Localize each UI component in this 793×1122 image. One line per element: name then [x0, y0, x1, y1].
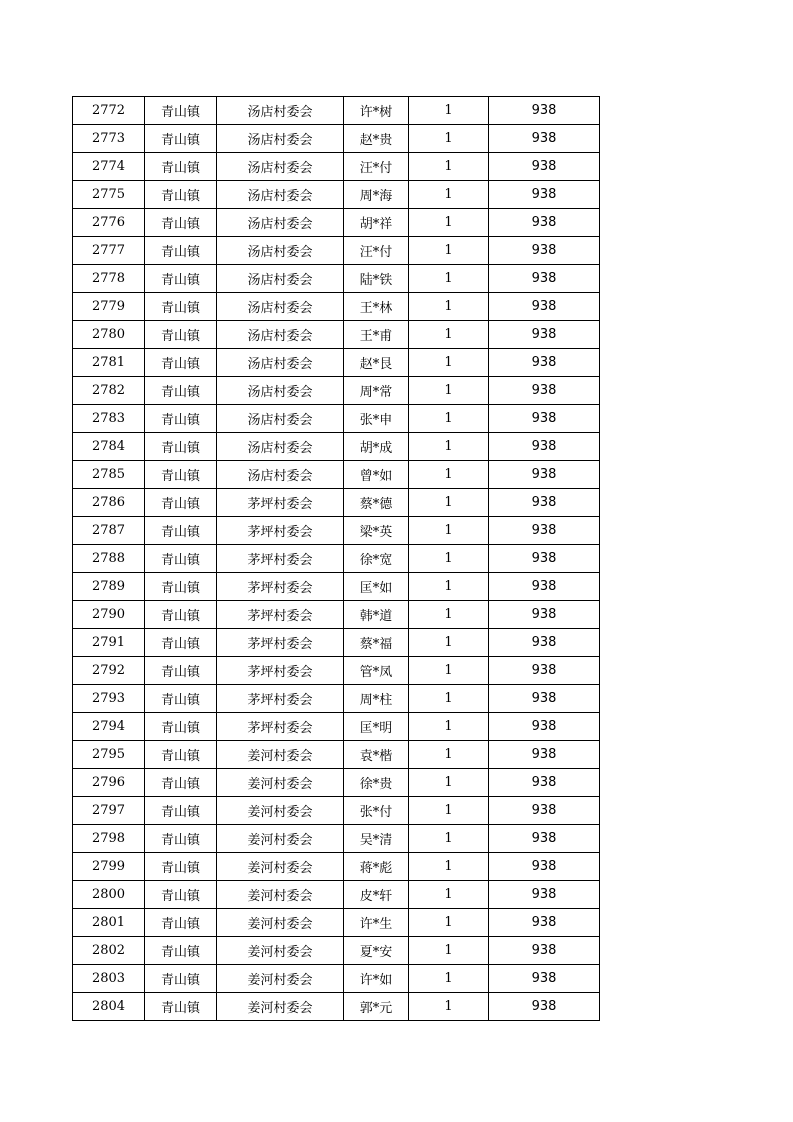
- cell-amount: 938: [489, 797, 600, 825]
- table-row: [73, 321, 600, 349]
- cell-person-name: 徐*贵: [344, 769, 409, 797]
- cell-serial-number: 2776: [73, 209, 145, 237]
- cell-town: 青山镇: [145, 293, 217, 321]
- table-row: [73, 629, 600, 657]
- cell-town: 青山镇: [145, 657, 217, 685]
- cell-village-committee: 汤店村委会: [217, 209, 344, 237]
- cell-amount: 938: [489, 433, 600, 461]
- table-row: [73, 685, 600, 713]
- cell-count: 1: [409, 937, 489, 965]
- table-row: [73, 713, 600, 741]
- cell-amount: 938: [489, 237, 600, 265]
- cell-serial-number: 2790: [73, 601, 145, 629]
- cell-village-committee: 茅坪村委会: [217, 545, 344, 573]
- cell-person-name: 袁*楷: [344, 741, 409, 769]
- cell-amount: 938: [489, 461, 600, 489]
- cell-village-committee: 汤店村委会: [217, 125, 344, 153]
- cell-person-name: 周*常: [344, 377, 409, 405]
- cell-count: 1: [409, 573, 489, 601]
- cell-serial-number: 2778: [73, 265, 145, 293]
- cell-village-committee: 茅坪村委会: [217, 629, 344, 657]
- cell-amount: 938: [489, 489, 600, 517]
- cell-person-name: 管*凤: [344, 657, 409, 685]
- cell-amount: 938: [489, 517, 600, 545]
- cell-town: 青山镇: [145, 461, 217, 489]
- table-row: [73, 797, 600, 825]
- cell-amount: 938: [489, 181, 600, 209]
- cell-person-name: 匡*明: [344, 713, 409, 741]
- cell-amount: 938: [489, 657, 600, 685]
- table-row: [73, 853, 600, 881]
- table-row: [73, 489, 600, 517]
- cell-count: 1: [409, 125, 489, 153]
- cell-town: 青山镇: [145, 125, 217, 153]
- cell-town: 青山镇: [145, 209, 217, 237]
- cell-amount: 938: [489, 349, 600, 377]
- cell-town: 青山镇: [145, 349, 217, 377]
- cell-count: 1: [409, 405, 489, 433]
- cell-serial-number: 2788: [73, 545, 145, 573]
- cell-person-name: 张*申: [344, 405, 409, 433]
- cell-count: 1: [409, 769, 489, 797]
- cell-count: 1: [409, 629, 489, 657]
- cell-town: 青山镇: [145, 741, 217, 769]
- cell-serial-number: 2777: [73, 237, 145, 265]
- cell-person-name: 夏*安: [344, 937, 409, 965]
- cell-village-committee: 汤店村委会: [217, 153, 344, 181]
- cell-village-committee: 茅坪村委会: [217, 657, 344, 685]
- cell-person-name: 汪*付: [344, 237, 409, 265]
- cell-person-name: 吴*清: [344, 825, 409, 853]
- cell-town: 青山镇: [145, 909, 217, 937]
- cell-amount: 938: [489, 937, 600, 965]
- cell-serial-number: 2796: [73, 769, 145, 797]
- table-row: [73, 293, 600, 321]
- cell-village-committee: 姜河村委会: [217, 741, 344, 769]
- cell-person-name: 曾*如: [344, 461, 409, 489]
- table-row: [73, 573, 600, 601]
- cell-amount: 938: [489, 965, 600, 993]
- table-row: [73, 125, 600, 153]
- table-row: [73, 349, 600, 377]
- cell-serial-number: 2785: [73, 461, 145, 489]
- cell-person-name: 王*甫: [344, 321, 409, 349]
- cell-village-committee: 汤店村委会: [217, 321, 344, 349]
- cell-amount: 938: [489, 881, 600, 909]
- cell-serial-number: 2779: [73, 293, 145, 321]
- cell-serial-number: 2781: [73, 349, 145, 377]
- cell-village-committee: 汤店村委会: [217, 97, 344, 125]
- cell-serial-number: 2795: [73, 741, 145, 769]
- cell-person-name: 汪*付: [344, 153, 409, 181]
- cell-amount: 938: [489, 293, 600, 321]
- cell-serial-number: 2799: [73, 853, 145, 881]
- cell-village-committee: 汤店村委会: [217, 461, 344, 489]
- cell-person-name: 陆*铁: [344, 265, 409, 293]
- cell-person-name: 张*付: [344, 797, 409, 825]
- cell-serial-number: 2775: [73, 181, 145, 209]
- cell-village-committee: 茅坪村委会: [217, 685, 344, 713]
- cell-amount: 938: [489, 125, 600, 153]
- cell-town: 青山镇: [145, 321, 217, 349]
- cell-amount: 938: [489, 405, 600, 433]
- cell-serial-number: 2797: [73, 797, 145, 825]
- table-row: [73, 209, 600, 237]
- cell-amount: 938: [489, 853, 600, 881]
- cell-village-committee: 姜河村委会: [217, 909, 344, 937]
- cell-village-committee: 茅坪村委会: [217, 517, 344, 545]
- cell-person-name: 蔡*德: [344, 489, 409, 517]
- cell-count: 1: [409, 181, 489, 209]
- cell-serial-number: 2772: [73, 97, 145, 125]
- cell-amount: 938: [489, 209, 600, 237]
- cell-count: 1: [409, 265, 489, 293]
- cell-count: 1: [409, 433, 489, 461]
- table-row: [73, 97, 600, 125]
- cell-serial-number: 2792: [73, 657, 145, 685]
- table-row: [73, 937, 600, 965]
- cell-count: 1: [409, 881, 489, 909]
- cell-village-committee: 姜河村委会: [217, 853, 344, 881]
- cell-count: 1: [409, 209, 489, 237]
- cell-serial-number: 2793: [73, 685, 145, 713]
- cell-count: 1: [409, 713, 489, 741]
- cell-amount: 938: [489, 825, 600, 853]
- cell-count: 1: [409, 909, 489, 937]
- cell-town: 青山镇: [145, 853, 217, 881]
- cell-village-committee: 茅坪村委会: [217, 713, 344, 741]
- cell-serial-number: 2789: [73, 573, 145, 601]
- cell-amount: 938: [489, 629, 600, 657]
- cell-serial-number: 2802: [73, 937, 145, 965]
- cell-serial-number: 2804: [73, 993, 145, 1021]
- cell-count: 1: [409, 741, 489, 769]
- cell-village-committee: 姜河村委会: [217, 797, 344, 825]
- table-row: [73, 517, 600, 545]
- cell-town: 青山镇: [145, 965, 217, 993]
- cell-town: 青山镇: [145, 769, 217, 797]
- cell-serial-number: 2801: [73, 909, 145, 937]
- cell-serial-number: 2787: [73, 517, 145, 545]
- cell-count: 1: [409, 545, 489, 573]
- cell-village-committee: 汤店村委会: [217, 377, 344, 405]
- cell-amount: 938: [489, 685, 600, 713]
- cell-town: 青山镇: [145, 265, 217, 293]
- cell-village-committee: 汤店村委会: [217, 237, 344, 265]
- cell-count: 1: [409, 797, 489, 825]
- cell-town: 青山镇: [145, 97, 217, 125]
- cell-town: 青山镇: [145, 629, 217, 657]
- cell-person-name: 王*林: [344, 293, 409, 321]
- cell-count: 1: [409, 517, 489, 545]
- cell-count: 1: [409, 489, 489, 517]
- table-row: [73, 153, 600, 181]
- table-row: [73, 909, 600, 937]
- cell-town: 青山镇: [145, 797, 217, 825]
- table-row: [73, 265, 600, 293]
- cell-amount: 938: [489, 377, 600, 405]
- table-row: [73, 601, 600, 629]
- cell-person-name: 周*海: [344, 181, 409, 209]
- cell-village-committee: 姜河村委会: [217, 825, 344, 853]
- cell-amount: 938: [489, 97, 600, 125]
- table-row: [73, 181, 600, 209]
- cell-count: 1: [409, 321, 489, 349]
- cell-serial-number: 2803: [73, 965, 145, 993]
- cell-village-committee: 姜河村委会: [217, 965, 344, 993]
- cell-village-committee: 汤店村委会: [217, 433, 344, 461]
- cell-serial-number: 2774: [73, 153, 145, 181]
- cell-amount: 938: [489, 601, 600, 629]
- table-row: [73, 881, 600, 909]
- cell-serial-number: 2798: [73, 825, 145, 853]
- cell-town: 青山镇: [145, 825, 217, 853]
- cell-person-name: 徐*宽: [344, 545, 409, 573]
- cell-village-committee: 茅坪村委会: [217, 489, 344, 517]
- cell-village-committee: 汤店村委会: [217, 265, 344, 293]
- cell-person-name: 赵*艮: [344, 349, 409, 377]
- cell-amount: 938: [489, 769, 600, 797]
- cell-village-committee: 茅坪村委会: [217, 573, 344, 601]
- cell-person-name: 赵*贵: [344, 125, 409, 153]
- cell-person-name: 许*生: [344, 909, 409, 937]
- cell-count: 1: [409, 237, 489, 265]
- cell-town: 青山镇: [145, 545, 217, 573]
- table-row: [73, 965, 600, 993]
- cell-town: 青山镇: [145, 601, 217, 629]
- cell-person-name: 胡*祥: [344, 209, 409, 237]
- cell-count: 1: [409, 97, 489, 125]
- cell-person-name: 周*柱: [344, 685, 409, 713]
- cell-amount: 938: [489, 713, 600, 741]
- cell-amount: 938: [489, 573, 600, 601]
- cell-village-committee: 汤店村委会: [217, 349, 344, 377]
- cell-amount: 938: [489, 265, 600, 293]
- table-row: [73, 769, 600, 797]
- cell-village-committee: 姜河村委会: [217, 937, 344, 965]
- cell-serial-number: 2773: [73, 125, 145, 153]
- cell-town: 青山镇: [145, 573, 217, 601]
- cell-count: 1: [409, 461, 489, 489]
- cell-count: 1: [409, 293, 489, 321]
- cell-town: 青山镇: [145, 713, 217, 741]
- cell-town: 青山镇: [145, 489, 217, 517]
- cell-count: 1: [409, 965, 489, 993]
- cell-count: 1: [409, 601, 489, 629]
- cell-person-name: 皮*轩: [344, 881, 409, 909]
- cell-serial-number: 2800: [73, 881, 145, 909]
- table-row: [73, 405, 600, 433]
- cell-town: 青山镇: [145, 377, 217, 405]
- cell-serial-number: 2782: [73, 377, 145, 405]
- cell-amount: 938: [489, 545, 600, 573]
- cell-town: 青山镇: [145, 237, 217, 265]
- cell-count: 1: [409, 685, 489, 713]
- cell-count: 1: [409, 349, 489, 377]
- cell-person-name: 胡*成: [344, 433, 409, 461]
- table-row: [73, 377, 600, 405]
- cell-amount: 938: [489, 909, 600, 937]
- cell-serial-number: 2783: [73, 405, 145, 433]
- cell-village-committee: 姜河村委会: [217, 769, 344, 797]
- table-row: [73, 433, 600, 461]
- cell-village-committee: 茅坪村委会: [217, 601, 344, 629]
- cell-amount: 938: [489, 153, 600, 181]
- roster-table-body: [73, 97, 600, 1021]
- cell-person-name: 许*树: [344, 97, 409, 125]
- cell-person-name: 许*如: [344, 965, 409, 993]
- cell-amount: 938: [489, 993, 600, 1021]
- table-row: [73, 657, 600, 685]
- cell-serial-number: 2780: [73, 321, 145, 349]
- cell-serial-number: 2794: [73, 713, 145, 741]
- cell-town: 青山镇: [145, 685, 217, 713]
- table-row: [73, 461, 600, 489]
- table-row: [73, 237, 600, 265]
- cell-town: 青山镇: [145, 433, 217, 461]
- cell-serial-number: 2786: [73, 489, 145, 517]
- cell-amount: 938: [489, 741, 600, 769]
- cell-serial-number: 2784: [73, 433, 145, 461]
- cell-count: 1: [409, 853, 489, 881]
- cell-person-name: 梁*英: [344, 517, 409, 545]
- cell-count: 1: [409, 993, 489, 1021]
- cell-town: 青山镇: [145, 881, 217, 909]
- cell-serial-number: 2791: [73, 629, 145, 657]
- table-row: [73, 741, 600, 769]
- cell-town: 青山镇: [145, 405, 217, 433]
- cell-town: 青山镇: [145, 181, 217, 209]
- roster-table: [72, 96, 600, 1021]
- cell-count: 1: [409, 153, 489, 181]
- table-row: [73, 545, 600, 573]
- cell-person-name: 蒋*彪: [344, 853, 409, 881]
- cell-town: 青山镇: [145, 517, 217, 545]
- cell-village-committee: 汤店村委会: [217, 405, 344, 433]
- cell-town: 青山镇: [145, 153, 217, 181]
- cell-village-committee: 姜河村委会: [217, 881, 344, 909]
- cell-amount: 938: [489, 321, 600, 349]
- cell-person-name: 匡*如: [344, 573, 409, 601]
- cell-person-name: 蔡*福: [344, 629, 409, 657]
- cell-town: 青山镇: [145, 937, 217, 965]
- cell-town: 青山镇: [145, 993, 217, 1021]
- cell-person-name: 郭*元: [344, 993, 409, 1021]
- cell-village-committee: 姜河村委会: [217, 993, 344, 1021]
- cell-count: 1: [409, 825, 489, 853]
- table-row: [73, 825, 600, 853]
- cell-count: 1: [409, 657, 489, 685]
- cell-person-name: 韩*道: [344, 601, 409, 629]
- table-row: [73, 993, 600, 1021]
- cell-village-committee: 汤店村委会: [217, 181, 344, 209]
- cell-village-committee: 汤店村委会: [217, 293, 344, 321]
- cell-count: 1: [409, 377, 489, 405]
